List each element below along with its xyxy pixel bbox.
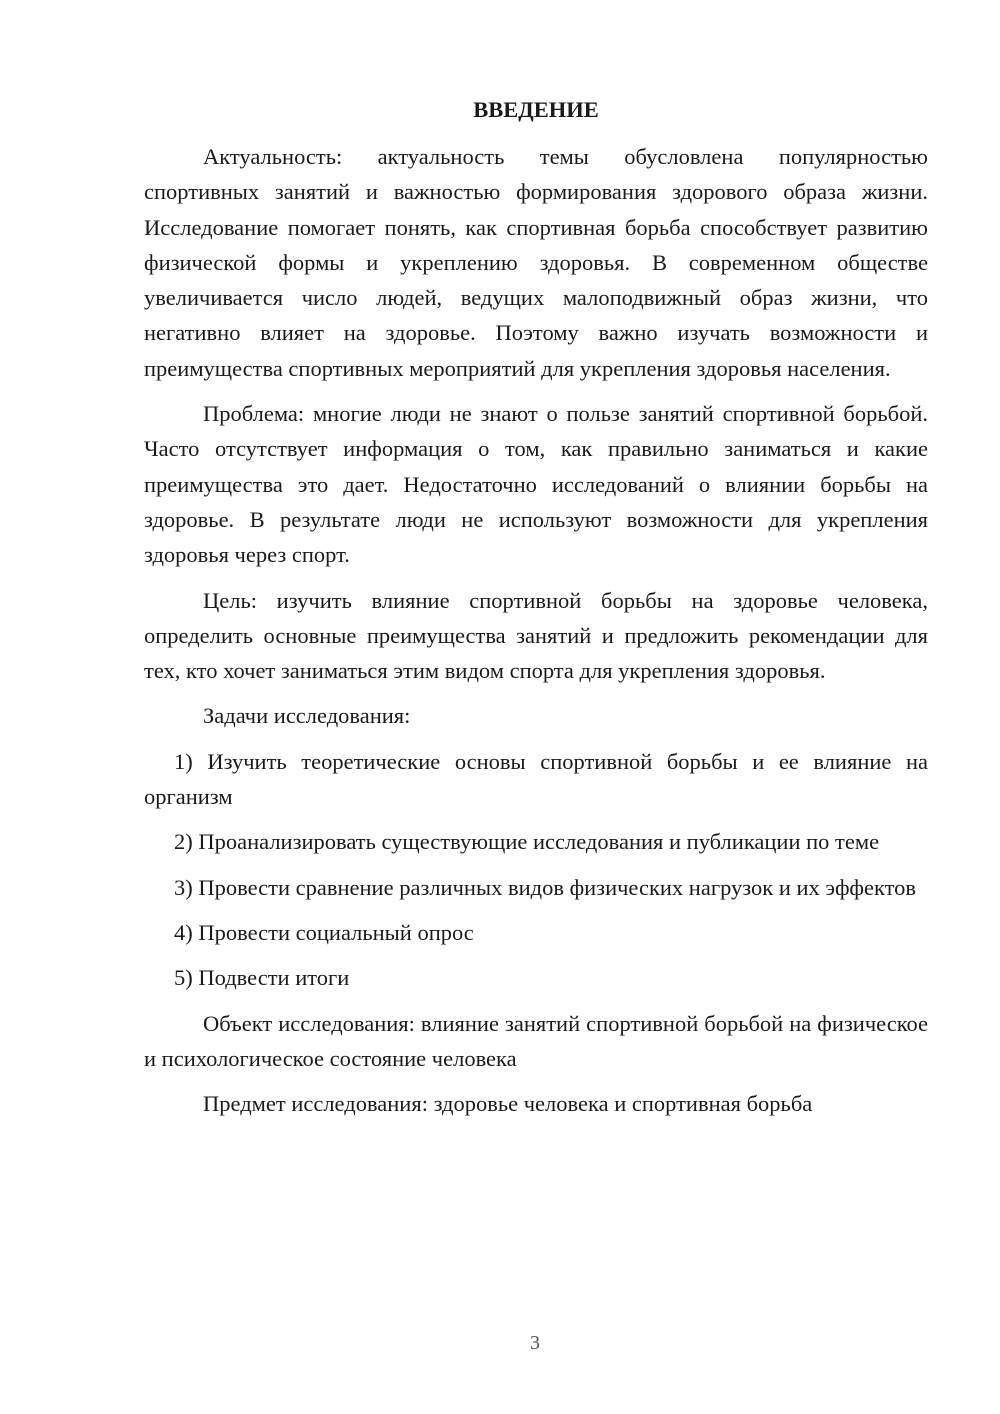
goal-paragraph: Цель: изучить влияние спортивной борьбы на здоровье человека, определить основные преимущества занятий и предложить рекомендации для тех, кто хочет заниматься этим видом спорта для укрепления здоровья. — [144, 587, 928, 684]
page-number: 3 — [530, 1332, 540, 1354]
tasks-heading: Задачи исследования: — [203, 703, 411, 729]
task-item: 5) Подвести итоги — [174, 965, 350, 991]
task-item: 2) Проанализировать существующие исследования и публикации по теме — [174, 829, 880, 855]
object-paragraph: Объект исследования: влияние занятий спортивной борьбой на физическое и психологическое состояние человека — [144, 1010, 928, 1071]
task-item: 1) Изучить теоретические основы спортивной борьбы и ее влияние на организм — [144, 748, 928, 810]
page-title: ВВЕДЕНИЕ — [473, 97, 599, 122]
task-item: 4) Провести социальный опрос — [174, 919, 474, 945]
subject-paragraph: Предмет исследования: здоровье человека и спортивная борьба — [203, 1091, 813, 1117]
page-content — [144, 92, 928, 1131]
relevance-paragraph: Актуальность: актуальность темы обусловлена популярностью спортивных занятий и важностью формирования здорового образа жизни. Исследование помогает понять, как спортивная борьба способствует развитию физической формы и укреплению здоровья. В современном обществе увеличивается число людей, ведущих малоподвижный образ жизни, что негативно влияет на здоровье. Поэтому важно изучать возможности и преимущества спортивных мероприятий для укрепления здоровья населения. — [144, 144, 928, 381]
problem-paragraph: Проблема: многие люди не знают о пользе занятий спортивной борьбой. Часто отсутствует информация о том, как правильно заниматься и какие преимущества это дает. Недостаточно исследований о влиянии борьбы на здоровье. В результате люди не используют возможности для укрепления здоровья через спорт. — [144, 401, 928, 568]
task-item: 3) Провести сравнение различных видов физических нагрузок и их эффектов — [174, 874, 916, 900]
